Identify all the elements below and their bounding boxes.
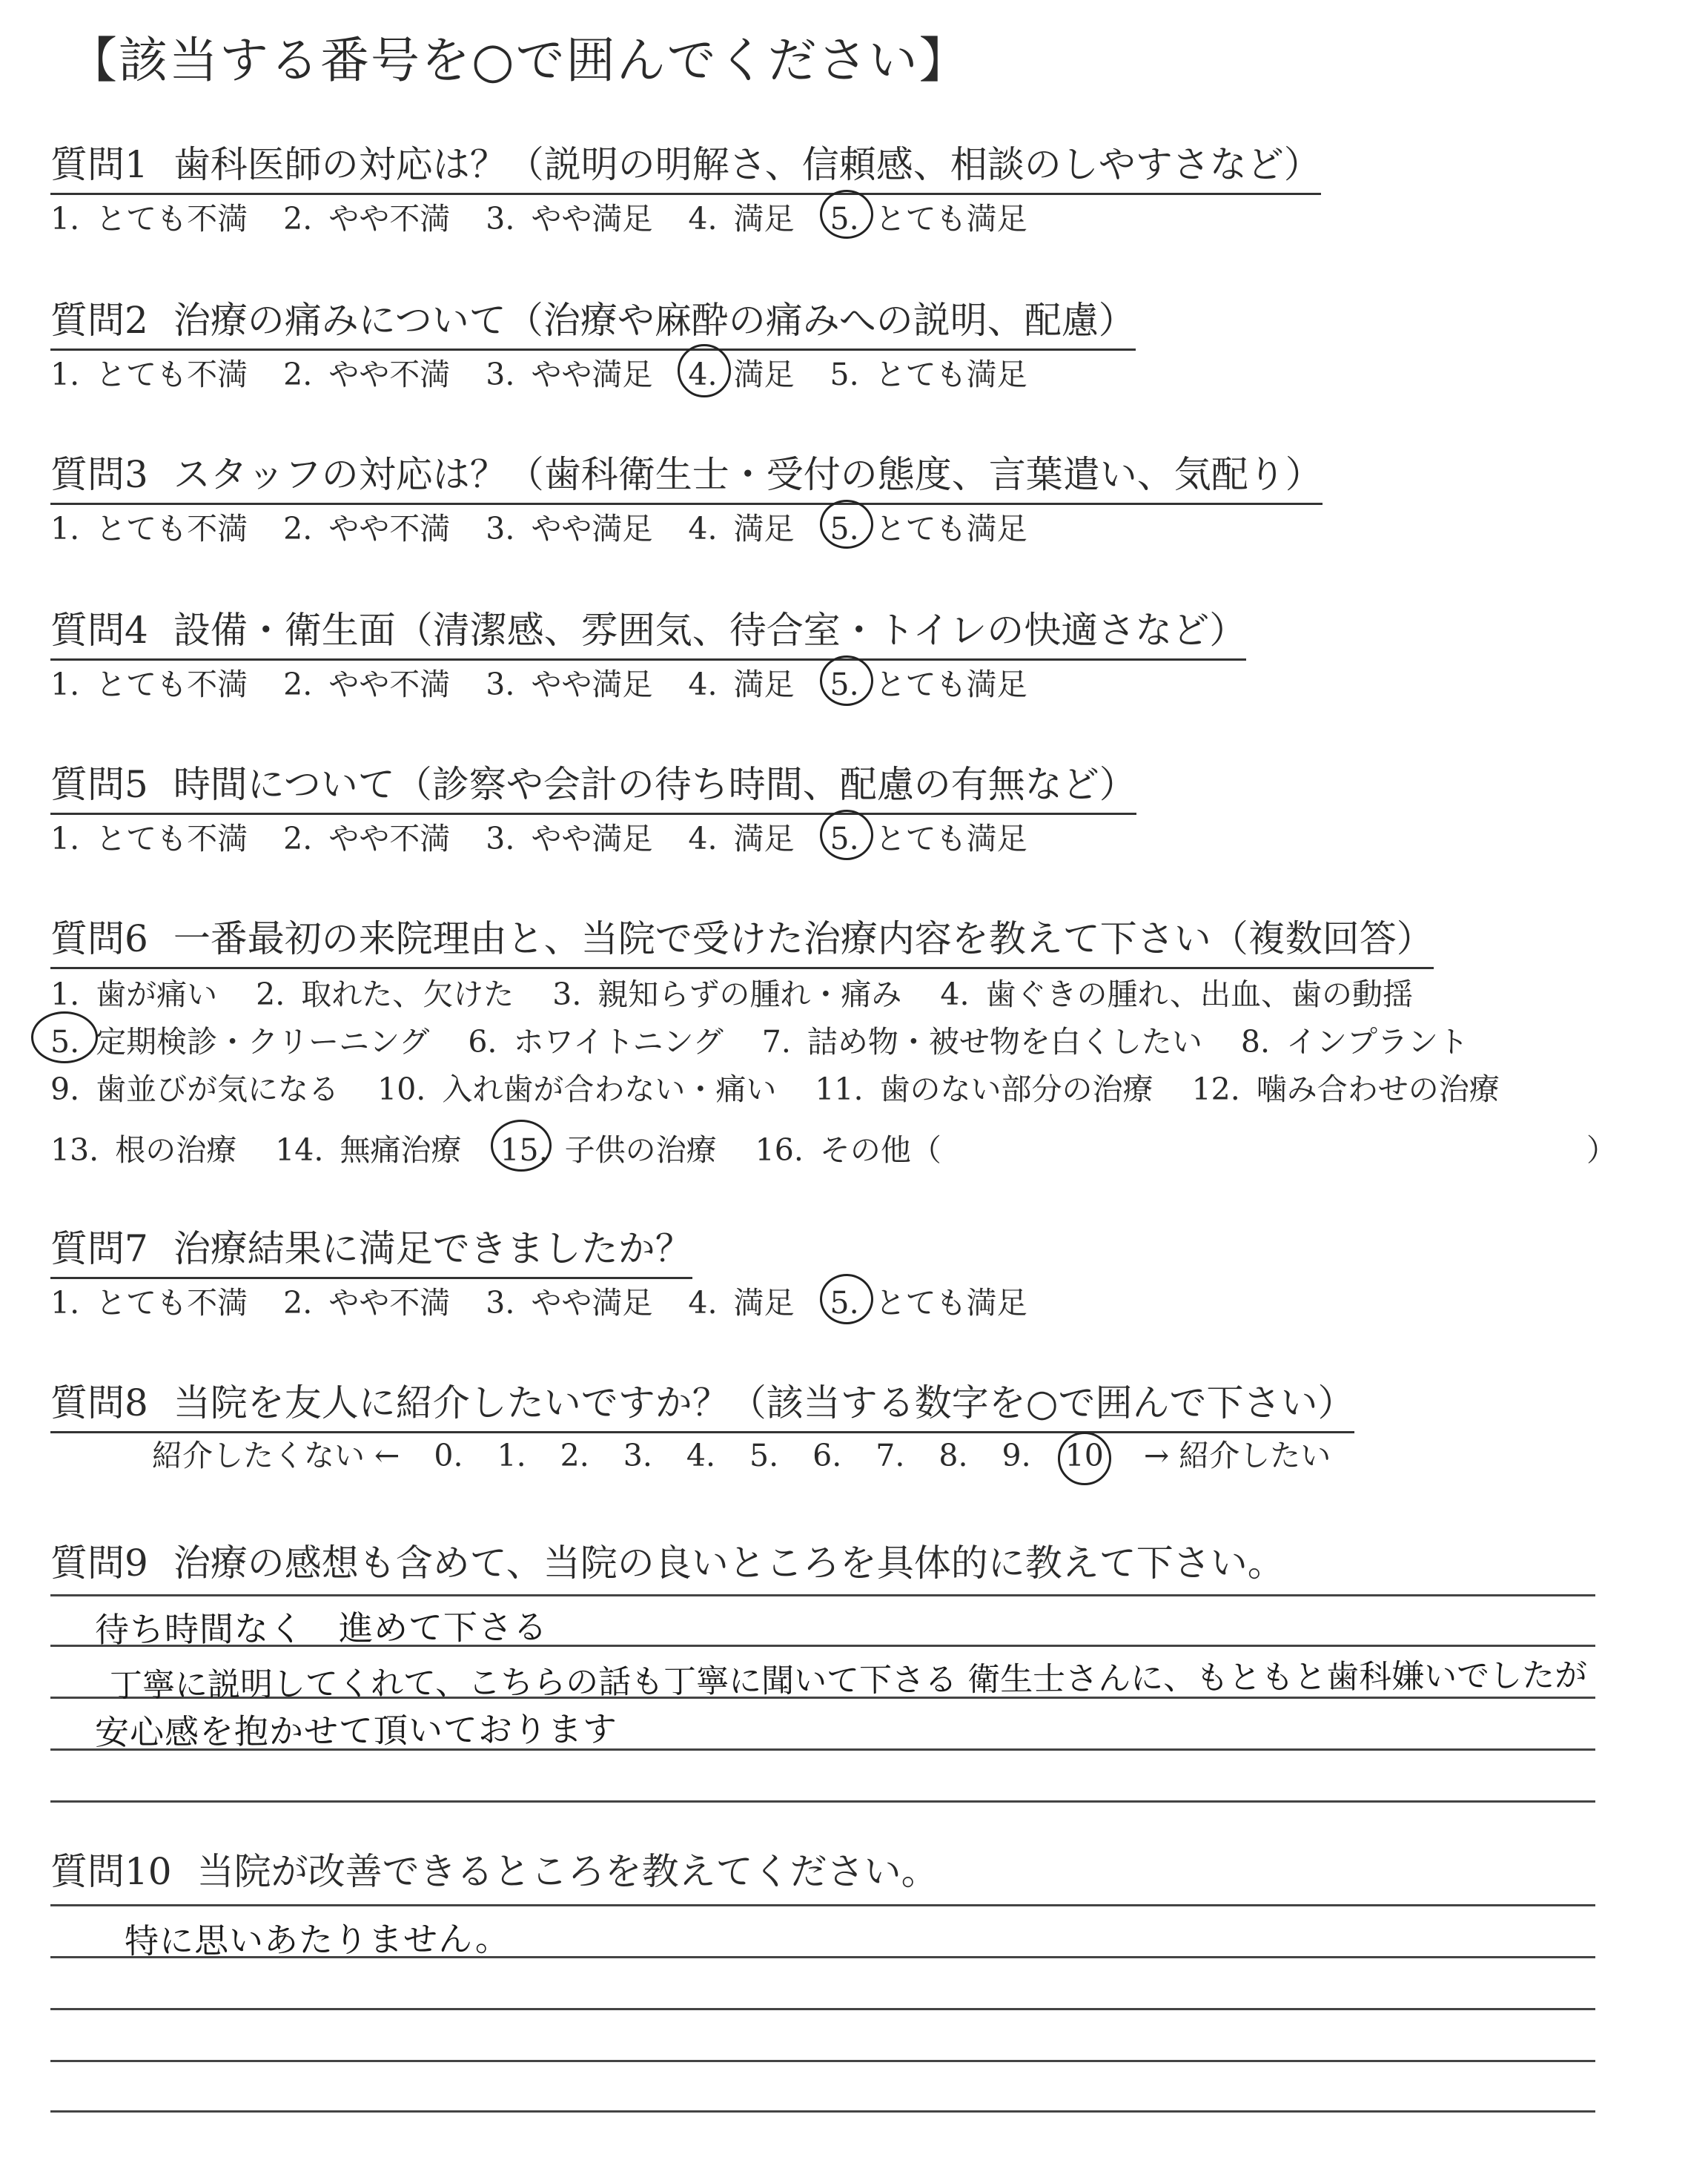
question-2	[50, 291, 1136, 351]
q1-option-3[interactable]: 3. やや満足	[486, 201, 653, 237]
question-9-label: 質問9	[50, 1542, 148, 1585]
question-9	[50, 1533, 1285, 1591]
question-8	[50, 1373, 1354, 1433]
recommend-scale	[152, 1431, 1331, 1475]
question-8-text: 当院を友人に紹介したいですか？（該当する数字を○で囲んで下さい）	[173, 1381, 1355, 1424]
q1-option-5-selected[interactable]: 5. とても満足	[830, 194, 1027, 238]
q6-option-6[interactable]: 6. ホワイトニング	[468, 1024, 724, 1060]
selection-circle	[1058, 1432, 1111, 1485]
q5-option-1[interactable]: 1. とても不満	[50, 821, 248, 856]
q3-option-5-selected[interactable]: 5. とても満足	[830, 504, 1027, 548]
selection-circle	[678, 344, 731, 397]
question-2-options	[50, 350, 1063, 394]
question-5-label: 質問5	[50, 763, 148, 806]
selection-circle	[820, 810, 873, 860]
scale-0[interactable]: 0.	[434, 1438, 463, 1473]
question-1-label: 質問1	[50, 143, 148, 186]
q6-option-7[interactable]: 7. 詰め物・被せ物を白くしたい	[761, 1024, 1202, 1060]
q3-option-4[interactable]: 4. 満足	[688, 511, 795, 546]
selection-circle	[31, 1011, 98, 1063]
question-4-options	[50, 660, 1063, 704]
q2-option-1[interactable]: 1. とても不満	[50, 357, 248, 392]
q9-handwritten-line-1: 待ち時間なく 進めて下さる	[94, 1606, 549, 1651]
question-5-options	[50, 814, 1063, 858]
q6-option-14[interactable]: 14. 無痛治療	[275, 1132, 462, 1168]
q5-option-2[interactable]: 2. やや不満	[283, 821, 451, 856]
other-paren-close: ）	[1586, 1132, 1617, 1168]
question-3-label: 質問3	[50, 453, 148, 496]
q5-option-4[interactable]: 4. 満足	[688, 821, 795, 856]
question-3-options	[50, 504, 1063, 548]
q2-option-4-selected[interactable]: 4. 満足	[688, 350, 794, 394]
question-5-text: 時間について（診察や会計の待ち時間、配慮の有無など）	[173, 763, 1136, 806]
question-4-text: 設備・衛生面（清潔感、雰囲気、待合室・トイレの快適さなど）	[173, 609, 1247, 652]
q6-option-4[interactable]: 4. 歯ぐきの腫れ、出血、歯の動揺	[940, 977, 1413, 1012]
question-1	[50, 135, 1321, 195]
q6-option-10[interactable]: 10. 入れ歯が合わない・痛い	[377, 1071, 777, 1107]
answer-line	[50, 1594, 1595, 1596]
q6-option-5-selected[interactable]: 5. 定期検診・クリーニング	[50, 1017, 429, 1061]
q2-option-2[interactable]: 2. やや不満	[283, 357, 451, 392]
q6-option-2[interactable]: 2. 取れた、欠けた	[256, 977, 514, 1012]
q6-option-16[interactable]: 16. その他（	[755, 1132, 941, 1168]
selection-circle	[820, 655, 873, 706]
q10-handwritten-answer: 特に思いあたりません。	[124, 1918, 510, 1961]
answer-line	[50, 2110, 1595, 2113]
question-7-text: 治療結果に満足できましたか？	[173, 1227, 692, 1270]
selection-circle	[820, 500, 873, 549]
q6-option-11[interactable]: 11. 歯のない部分の治療	[815, 1071, 1153, 1107]
q7-option-1[interactable]: 1. とても不満	[50, 1285, 248, 1321]
question-3-text: スタッフの対応は？（歯科衛生士・受付の態度、言葉遣い、気配り）	[173, 453, 1323, 496]
q7-option-3[interactable]: 3. やや満足	[486, 1285, 653, 1321]
q6-option-1[interactable]: 1. 歯が痛い	[50, 977, 218, 1012]
question-6-options-row-4	[50, 1126, 980, 1169]
q6-option-8[interactable]: 8. インプラント	[1240, 1024, 1469, 1060]
q9-handwritten-line-2: 丁寧に説明してくれて、こちらの話も丁寧に聞いて下さる 衛生士さんに、もともと歯科嫌いでしたが	[109, 1657, 1588, 1705]
question-6-options-row-3	[50, 1065, 1538, 1109]
q4-option-5-selected[interactable]: 5. とても満足	[830, 660, 1027, 704]
scale-6[interactable]: 6.	[812, 1438, 842, 1473]
question-7-options	[50, 1278, 1063, 1322]
scale-4[interactable]: 4.	[686, 1438, 716, 1473]
q4-option-1[interactable]: 1. とても不満	[50, 667, 248, 702]
scale-8[interactable]: 8.	[939, 1438, 968, 1473]
q7-option-2[interactable]: 2. やや不満	[283, 1285, 451, 1321]
question-7-label: 質問7	[50, 1227, 148, 1270]
question-4-label: 質問4	[50, 609, 148, 652]
scale-10-selected[interactable]: 10	[1065, 1438, 1104, 1473]
q4-option-3[interactable]: 3. やや満足	[486, 667, 653, 702]
question-6-text: 一番最初の来院理由と、当院で受けた治療内容を教えて下さい（複数回答）	[173, 917, 1434, 960]
question-4	[50, 601, 1246, 661]
question-9-text: 治療の感想も含めて、当院の良いところを具体的に教えて下さい。	[173, 1542, 1285, 1585]
q3-option-2[interactable]: 2. やや不満	[283, 511, 451, 546]
q5-option-5-selected[interactable]: 5. とても満足	[830, 814, 1027, 858]
question-6-options-row-1	[50, 970, 1452, 1014]
q6-option-15-selected[interactable]: 15. 子供の治療	[500, 1126, 716, 1169]
question-2-label: 質問2	[50, 299, 148, 342]
q6-option-3[interactable]: 3. 親知らずの腫れ・痛み	[552, 977, 902, 1012]
scale-left-label: 紹介したくない ←	[152, 1438, 400, 1473]
q2-option-5[interactable]: 5. とても満足	[830, 357, 1027, 392]
q4-option-4[interactable]: 4. 満足	[688, 667, 795, 702]
question-8-label: 質問8	[50, 1381, 148, 1424]
scale-7[interactable]: 7.	[875, 1438, 905, 1473]
question-6-label: 質問6	[50, 917, 148, 960]
scale-5[interactable]: 5.	[749, 1438, 779, 1473]
answer-line	[50, 1904, 1595, 1906]
q1-option-1[interactable]: 1. とても不満	[50, 201, 248, 237]
question-3	[50, 445, 1323, 505]
scale-9[interactable]: 9.	[1002, 1438, 1031, 1473]
question-6-options-row-2	[50, 1017, 1507, 1061]
q7-option-5-selected[interactable]: 5. とても満足	[830, 1278, 1027, 1322]
other-paren-open: （	[910, 1132, 941, 1168]
question-10-label: 質問10	[50, 1850, 172, 1893]
scale-1[interactable]: 1.	[497, 1438, 526, 1473]
q2-option-3[interactable]: 3. やや満足	[486, 357, 653, 392]
question-2-text: 治療の痛みについて（治療や麻酔の痛みへの説明、配慮）	[173, 299, 1136, 342]
answer-line	[50, 1800, 1595, 1803]
scale-2[interactable]: 2.	[560, 1438, 589, 1473]
answer-line	[50, 2008, 1595, 2010]
scale-3[interactable]: 3.	[623, 1438, 652, 1473]
q3-option-1[interactable]: 1. とても不満	[50, 511, 248, 546]
question-1-text: 歯科医師の対応は？（説明の明解さ、信頼感、相談のしやすさなど）	[173, 143, 1321, 186]
question-1-options	[50, 194, 1063, 238]
selection-circle	[820, 1274, 873, 1324]
question-5	[50, 755, 1136, 815]
question-7	[50, 1219, 692, 1279]
q6-option-9[interactable]: 9. 歯並びが気になる	[50, 1071, 340, 1107]
answer-line	[50, 2060, 1595, 2062]
question-10-text: 当院が改善できるところを教えてください。	[196, 1850, 939, 1893]
selection-circle	[820, 190, 873, 239]
question-6	[50, 909, 1434, 969]
question-10	[50, 1842, 939, 1900]
q4-option-2[interactable]: 2. やや不満	[283, 667, 451, 702]
q5-option-3[interactable]: 3. やや満足	[486, 821, 653, 856]
q6-option-13[interactable]: 13. 根の治療	[50, 1132, 237, 1168]
q1-option-4[interactable]: 4. 満足	[688, 201, 795, 237]
q1-option-2[interactable]: 2. やや不満	[283, 201, 451, 237]
selection-circle	[491, 1120, 552, 1172]
q7-option-4[interactable]: 4. 満足	[688, 1285, 795, 1321]
page-title: 【該当する番号を○で囲んでください】	[68, 32, 970, 89]
q9-handwritten-line-3: 安心感を抱かせて頂いております	[94, 1708, 618, 1753]
q6-option-12[interactable]: 12. 噛み合わせの治療	[1191, 1071, 1500, 1107]
q3-option-3[interactable]: 3. やや満足	[486, 511, 653, 546]
scale-right-label: → 紹介したい	[1143, 1438, 1331, 1473]
